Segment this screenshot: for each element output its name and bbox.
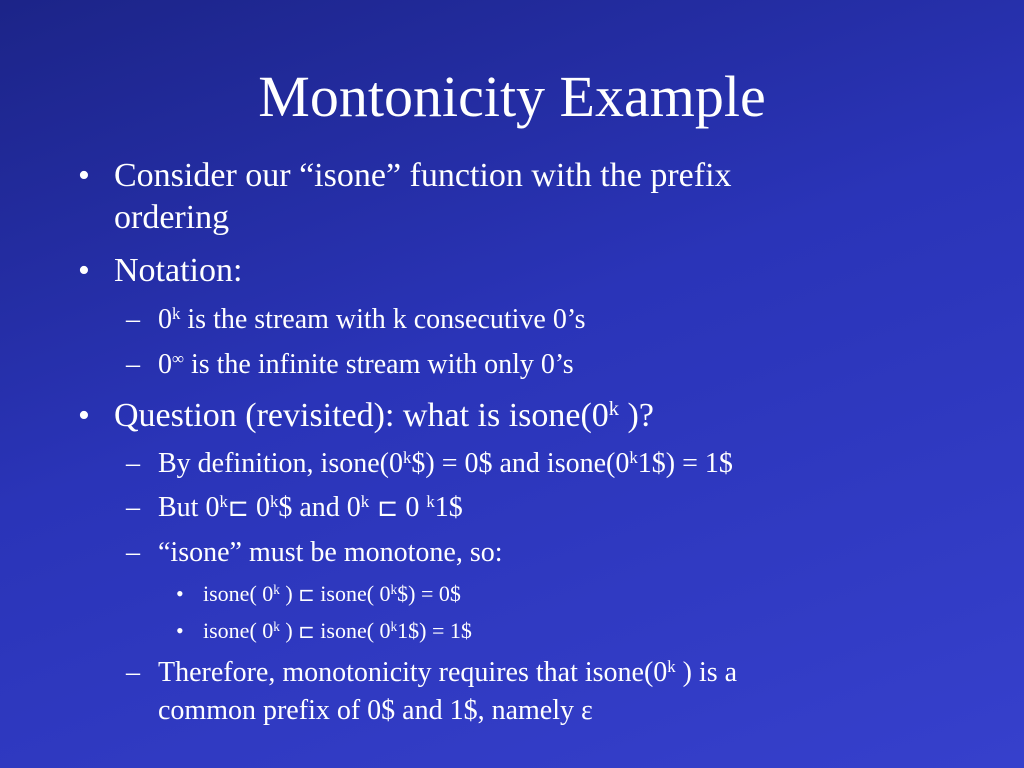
text: 0	[398, 492, 427, 523]
superscript: k	[390, 581, 398, 597]
superscript: k	[390, 618, 398, 634]
sub-bullet-marker: –	[126, 537, 140, 568]
sub-sub-bullet-isone-1	[203, 617, 472, 646]
text: )	[279, 581, 299, 606]
sub-bullet-therefore	[158, 655, 737, 691]
superscript: ∞	[172, 348, 184, 368]
bullet-question	[114, 395, 654, 437]
prefix-relation-symbol: ⊏	[298, 620, 315, 643]
text: $) = 0$ and isone(0	[411, 448, 630, 479]
sub-sub-bullet-marker: •	[176, 581, 184, 606]
superscript: k	[426, 491, 435, 511]
text: Question (revisited): what is isone(0	[114, 397, 609, 434]
superscript: k	[402, 447, 412, 467]
superscript: k	[360, 491, 370, 511]
prefix-relation-symbol: ⊏	[369, 493, 399, 522]
text: isone( 0	[203, 618, 274, 643]
prefix-relation-symbol: ⊏	[227, 493, 249, 522]
sub-bullet-marker: –	[126, 349, 140, 380]
text: $ and 0	[278, 492, 361, 523]
text: is the stream with k consecutive 0’s	[180, 304, 586, 335]
bullet-notation	[114, 250, 242, 292]
sub-bullet-marker: –	[126, 657, 140, 688]
superscript: k	[667, 656, 676, 676]
bullet-text: Notation:	[114, 252, 243, 289]
superscript: k	[608, 397, 619, 420]
text: 0	[158, 349, 172, 380]
text: isone( 0	[314, 618, 391, 643]
text: 0	[248, 492, 270, 523]
superscript: k	[273, 581, 280, 597]
text: 0	[158, 304, 172, 335]
sub-bullet-therefore-cont	[158, 693, 593, 729]
bullet-text: Consider our “isone” function with the prefix	[114, 157, 732, 194]
sub-bullet-marker: –	[126, 492, 140, 523]
bullet-text: ordering	[114, 199, 230, 236]
text: 1$) = 1$	[637, 448, 733, 479]
sub-bullet-marker: –	[126, 448, 140, 479]
superscript: k	[273, 618, 280, 634]
text: By definition, isone(0	[158, 448, 403, 479]
bullet-marker: •	[78, 157, 90, 194]
text: $) = 0$	[397, 581, 461, 606]
superscript: k	[269, 491, 279, 511]
bullet-marker: •	[78, 252, 90, 289]
text: But 0	[158, 492, 220, 523]
sub-bullet-definition	[158, 446, 733, 482]
slide-title: Montonicity Example	[258, 64, 766, 129]
sub-bullet-but	[158, 490, 463, 526]
text: 1$) = 1$	[397, 618, 472, 643]
bullet-marker: •	[78, 397, 90, 434]
prefix-relation-symbol: ⊏	[298, 583, 315, 606]
text: )?	[619, 397, 654, 434]
text: isone( 0	[314, 581, 391, 606]
sub-bullet-stream-infinite	[158, 347, 574, 383]
sub-bullet-marker: –	[126, 304, 140, 335]
superscript: k	[629, 447, 638, 467]
text: isone( 0	[203, 581, 274, 606]
text: “isone” must be monotone, so:	[158, 537, 503, 568]
text: ) is a	[675, 657, 738, 688]
superscript: k	[219, 491, 228, 511]
bullet-consider-cont	[114, 197, 229, 239]
superscript: k	[172, 303, 181, 323]
text: common prefix of 0$ and 1$, namely ε	[158, 695, 593, 726]
text: Therefore, monotonicity requires that isone(0	[158, 657, 668, 688]
bullet-consider	[114, 155, 732, 197]
sub-sub-bullet-isone-0	[203, 580, 461, 609]
text: is the infinite stream with only 0’s	[183, 349, 574, 380]
text: 1$	[434, 492, 463, 523]
sub-sub-bullet-marker: •	[176, 618, 184, 643]
text: )	[279, 618, 299, 643]
sub-bullet-monotone	[158, 535, 503, 571]
sub-bullet-stream-k	[158, 302, 586, 338]
